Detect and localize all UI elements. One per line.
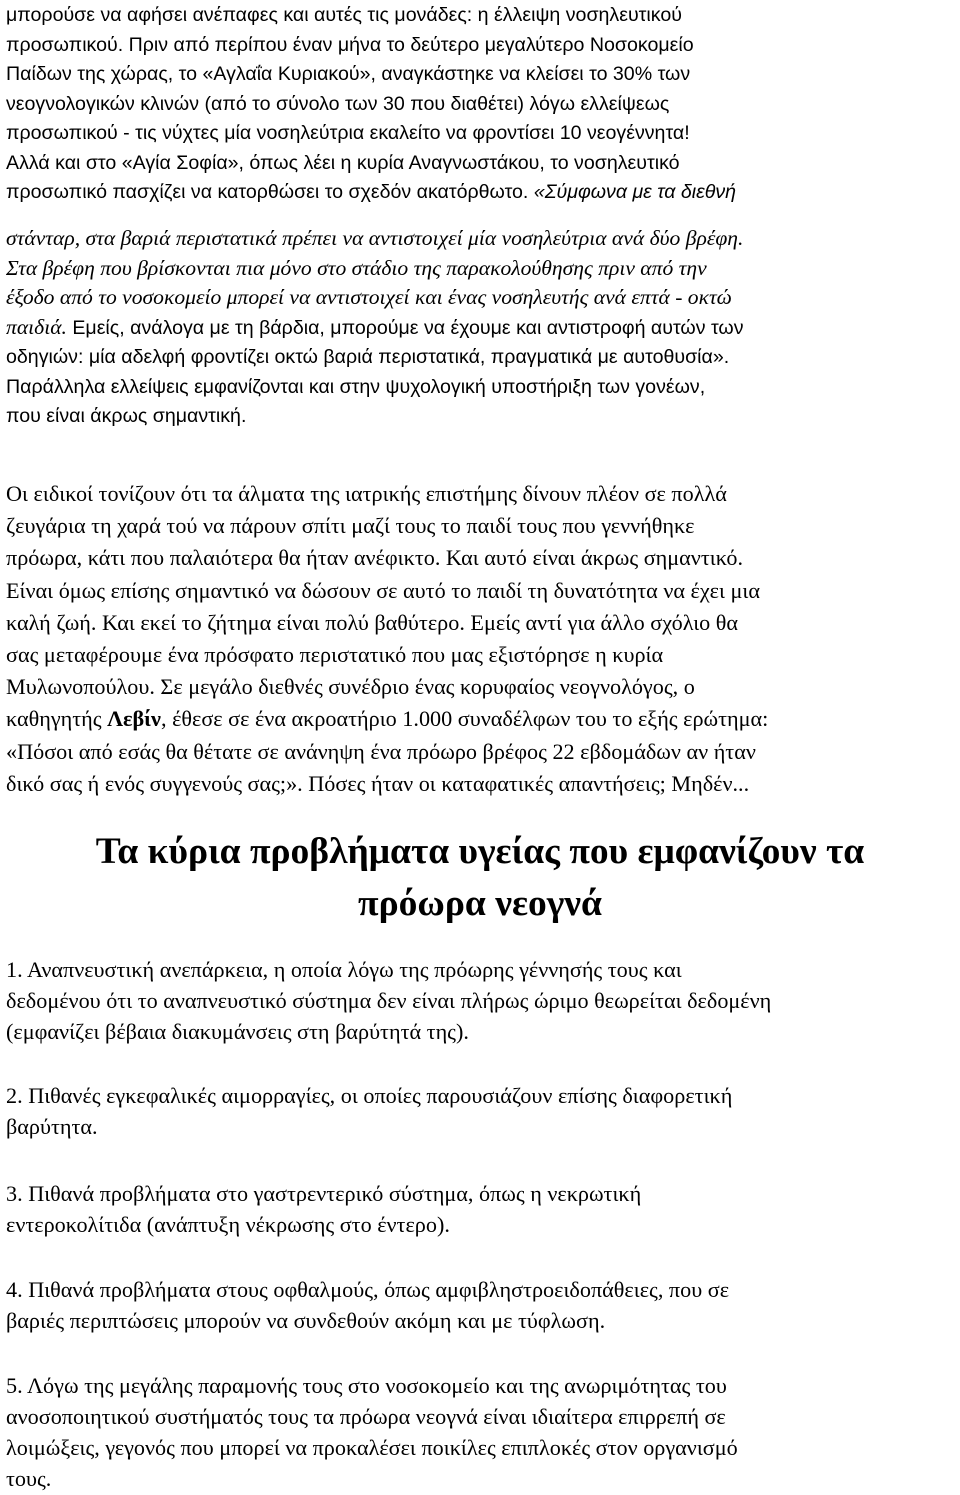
- text-line: Αλλά και στο «Αγία Σοφία», όπως λέει η κυρία Αναγνωστάκου, το νοσηλευτικό: [6, 151, 680, 174]
- text-segment: προσωπικό πασχίζει να κατορθώσει το σχεδόν ακατόρθωτο.: [6, 181, 529, 203]
- text-line: πρόωρα, κάτι που παλαιότερα θα ήταν ανέφικτο. Και αυτό είναι άκρως σημαντικό.: [6, 545, 744, 571]
- bold-name: Λεβίν: [107, 706, 161, 732]
- text-line: ανοσοποιητικού συστήματός τους τα πρόωρα νεογνά είναι ιδιαίτερα επιρρεπή σε: [6, 1404, 726, 1429]
- text-line: μπορούσε να αφήσει ανέπαφες και αυτές τις μονάδες: η έλλειψη νοσηλευτικού: [6, 4, 682, 26]
- text-line: νεογνολογικών κλινών (από το σύνολο των 30 που διαθέτει) λόγω ελλείψεως: [6, 92, 670, 115]
- text-line: Είναι όμως επίσης σημαντικό να δώσουν σε αυτό το παιδί τη δυνατότητα να έχει μια: [6, 577, 761, 603]
- text-line: [6, 703, 954, 735]
- heading-line: πρόωρα νεογνά: [358, 883, 602, 924]
- text-line: 1. Αναπνευστική ανεπάρκεια, η οποία λόγω της πρόωρης γέννησής τους και: [6, 957, 682, 982]
- text-line: τους.: [6, 1466, 52, 1491]
- text-line: δικό σας ή ενός συγγενούς σας;». Πόσες ήταν οι καταφατικές απαντήσεις; Μηδέν...: [6, 770, 750, 796]
- text-line: βαριές περιπτώσεις μπορούν να συνδεθούν ακόμη και με τύφλωση.: [6, 1308, 606, 1333]
- text-line: Μυλωνοπούλου. Σε μεγάλο διεθνές συνέδριο ένας κορυφαίος νεογνολόγος, ο: [6, 674, 695, 700]
- quote-line: οδηγιών: μία αδελφή φροντίζει οκτώ βαριά περιστατικά, πραγματικά με αυτοθυσία».: [6, 346, 730, 368]
- text-line: λοιμώξεις, γεγονός που μπορεί να προκαλέσει ποικίλες επιπλοκές στον οργανισμό: [6, 1435, 738, 1460]
- experts-paragraph: [6, 478, 954, 800]
- text-line: εντεροκολίτιδα (ανάπτυξη νέκρωσης στο έντερο).: [6, 1212, 450, 1237]
- text-segment: Εμείς, ανάλογα με τη βάρδια, μπορούμε να έχουμε και αντιστροφή αυτών των: [72, 316, 744, 339]
- list-item: [6, 1178, 954, 1240]
- text-line: Παράλληλα ελλείψεις εμφανίζονται και στην ψυχολογική υποστήριξη των γονέων,: [6, 375, 706, 398]
- text-line: 3. Πιθανά προβλήματα στο γαστρεντερικό σύστημα, όπως η νεκρωτική: [6, 1181, 642, 1206]
- text-line: Οι ειδικοί τονίζουν ότι τα άλματα της ιατρικής επιστήμης δίνουν πλέον σε πολλά: [6, 481, 727, 506]
- quote-paragraph: [6, 224, 954, 432]
- heading-line: Τα κύρια προβλήματα υγείας που εμφανίζουν τα: [95, 831, 865, 872]
- text-line: «Πόσοι από εσάς θα θέτατε σε ανάνηψη ένα πρόωρο βρέφος 22 εβδομάδων αν ήταν: [6, 738, 756, 764]
- text-line: 4. Πιθανά προβλήματα στους οφθαλμούς, όπως αμφιβληστροειδοπάθειες, που σε: [6, 1277, 730, 1302]
- text-line: [6, 178, 954, 208]
- text-line: Παίδων της χώρας, το «Αγλαΐα Κυριακού», αναγκάστηκε να κλείσει το 30% των: [6, 63, 691, 85]
- text-line: βαρύτητα.: [6, 1114, 98, 1139]
- text-line: που είναι άκρως σημαντική.: [6, 405, 247, 427]
- text-line: σας μεταφέρουμε ένα πρόσφατο περιστατικό που μας εξιστόρησε η κυρία: [6, 642, 664, 668]
- text-line: καλή ζωή. Και εκεί το ζήτημα είναι πολύ βαθύτερο. Εμείς αντί για άλλο σχόλιο θα: [6, 609, 739, 635]
- quote-line: στάνταρ, στα βαριά περιστατικά πρέπει να αντιστοιχεί μία νοσηλεύτρια ανά δύο βρέφη.: [6, 226, 744, 250]
- section-heading: [0, 826, 960, 930]
- list-item: [6, 1274, 954, 1336]
- list-item: [6, 1080, 954, 1142]
- quote-line: έξοδο από το νοσοκομείο μπορεί να αντιστοιχεί και ένας νοσηλευτής ανά επτά - οκτώ: [6, 285, 732, 309]
- text-line: 5. Λόγω της μεγάλης παραμονής τους στο νοσοκομείο και της ανωριμότητας του: [6, 1373, 727, 1398]
- text-line: ζευγάρια τη χαρά τού να πάρουν σπίτι μαζί τους το παιδί τους που γεννήθηκε: [6, 513, 695, 539]
- quote-start: «Σύμφωνα με τα διεθνή: [533, 181, 737, 203]
- quote-segment: παιδιά.: [6, 314, 67, 339]
- intro-paragraph: [6, 1, 954, 208]
- text-segment: , έθεσε σε ένα ακροατήριο 1.000 συναδέλφων του το εξής ερώτημα:: [160, 706, 769, 732]
- text-line: δεδομένου ότι το αναπνευστικό σύστημα δεν είναι πλήρως ώριμο θεωρείται δεδομένη: [6, 988, 772, 1013]
- text-line: προσωπικού - τις νύχτες μία νοσηλεύτρια εκαλείτο να φροντίσει 10 νεογέννητα!: [6, 122, 690, 144]
- text-segment: καθηγητής: [6, 706, 108, 732]
- text-line: 2. Πιθανές εγκεφαλικές αιμορραγίες, οι οποίες παρουσιάζουν επίσης διαφορετική: [6, 1083, 733, 1108]
- list-item: [6, 954, 954, 1047]
- text-line: προσωπικού. Πριν από περίπου έναν μήνα το δεύτερο μεγαλύτερο Νοσοκομείο: [6, 33, 694, 56]
- quote-line: [6, 313, 954, 344]
- quote-line: Στα βρέφη που βρίσκονται πια μόνο στο στάδιο της παρακολούθησης πριν από την: [6, 255, 707, 280]
- text-line: (εμφανίζει βέβαια διακυμάνσεις στη βαρύτητά της).: [6, 1019, 469, 1044]
- list-item: [6, 1370, 954, 1494]
